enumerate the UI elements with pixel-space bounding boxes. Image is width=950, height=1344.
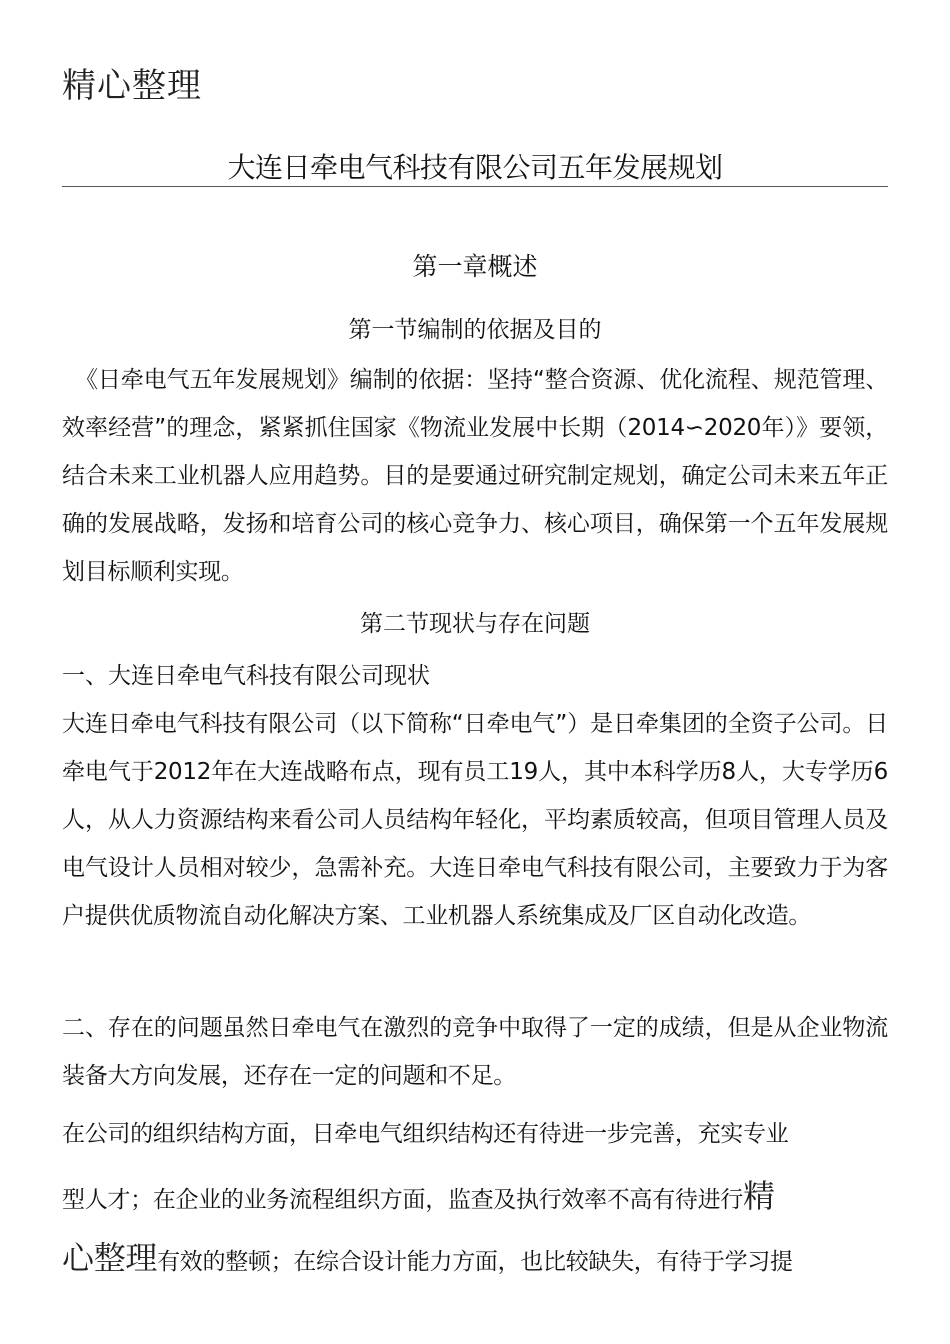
section-2-paragraph-3-line-3 xyxy=(62,1232,888,1288)
section-2-title: 第二节现状与存在问题 xyxy=(360,611,590,637)
section-2-paragraph-3-line-1: 在公司的组织结构方面，日牵电气组织结构还有待进一步完善，充实专业 xyxy=(62,1121,789,1147)
section-1-paragraph: 《日牵电气五年发展规划》编制的依据：坚持“整合资源、优化流程、规范管理、效率经营”的理念，紧紧抓住国家《物流业发展中长期（2014∽2020年）》要领，结合未来工业机器人应用趋势。目的是要通过研究制定规划，确定公司未来五年正确的发展战略，发扬和培育公司的核心竞争力、核心项目，确保第一个五年发展规划目标顺利实现。 xyxy=(62,367,888,585)
section-2-heading-1: 一、大连日牵电气科技有限公司现状 xyxy=(62,663,430,689)
watermark-inline-2: 心整理 xyxy=(62,1239,158,1277)
chapter-heading: 第一章概述 xyxy=(412,252,538,281)
document-title: 大连日牵电气科技有限公司五年发展规划 xyxy=(227,151,723,184)
paragraph-text: 有效的整顿；在综合设计能力方面，也比较缺失，有待于学习提 xyxy=(157,1249,793,1275)
section-1-title: 第一节编制的依据及目的 xyxy=(348,317,602,343)
paragraph-text: 型人才；在企业的业务流程组织方面，监查及执行效率不高有待进行 xyxy=(62,1187,744,1213)
title-underline xyxy=(62,186,888,187)
watermark-header: 精心整理 xyxy=(62,66,202,106)
watermark-inline-1: 精 xyxy=(743,1177,775,1215)
section-2-paragraph-3-line-2 xyxy=(62,1170,888,1226)
section-2-paragraph-2: 二、存在的问题虽然日牵电气在激烈的竞争中取得了一定的成绩，但是从企业物流装备大方向发展，还存在一定的问题和不足。 xyxy=(62,1015,888,1089)
section-2-paragraph-1: 大连日牵电气科技有限公司（以下简称“日牵电气”）是日牵集团的全资子公司。日牵电气于2012年在大连战略布点，现有员工19人，其中本科学历8人，大专学历6人，从人力资源结构来看公司人员结构年轻化，平均素质较高，但项目管理人员及电气设计人员相对较少，急需补充。大连日牵电气科技有限公司，主要致力于为客户提供优质物流自动化解决方案、工业机器人系统集成及厂区自动化改造。 xyxy=(62,711,888,929)
